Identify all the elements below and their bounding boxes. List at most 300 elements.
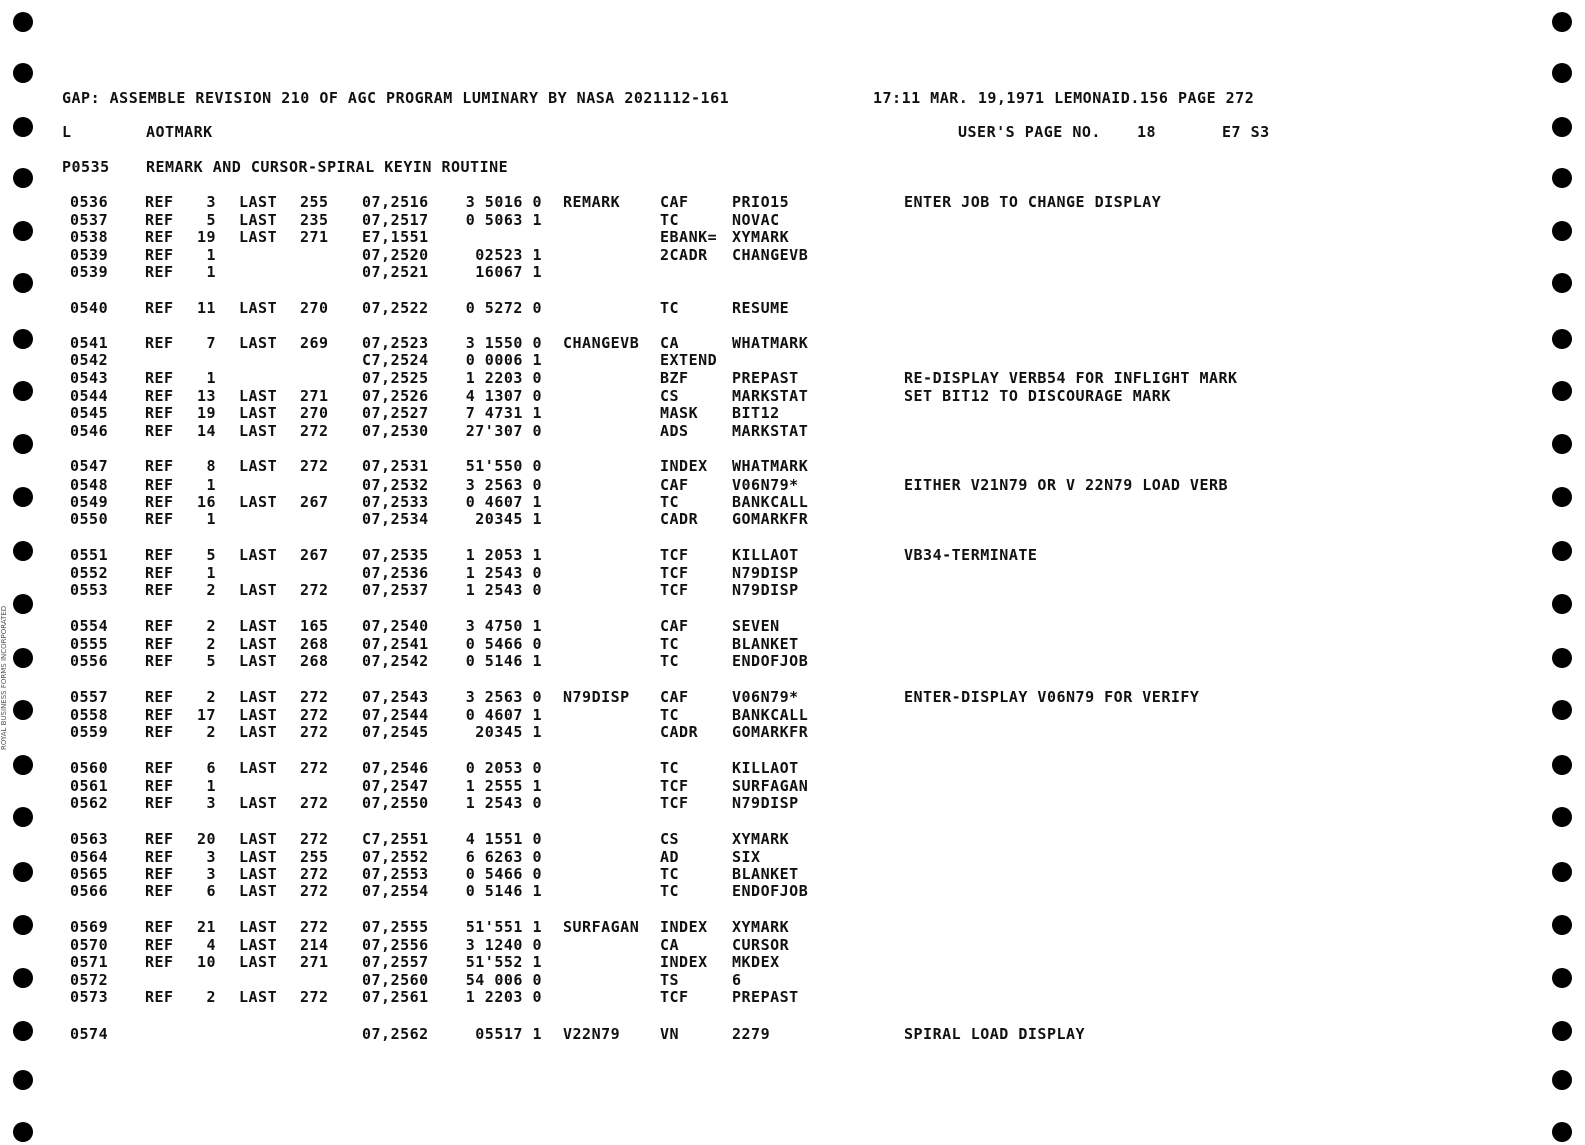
row-addr: 07,2555	[362, 918, 429, 936]
row-addr: 07,2532	[362, 476, 429, 494]
row-refn: 4	[206, 936, 216, 954]
row-op: CS	[660, 387, 680, 405]
row-refn: 8	[206, 457, 216, 475]
row-ref: REF	[145, 387, 174, 405]
feed-hole	[13, 807, 33, 827]
row-addr: 07,2520	[362, 246, 429, 264]
row-line: 0559	[70, 723, 109, 741]
row-refn: 1	[206, 476, 216, 494]
row-ref: REF	[145, 953, 174, 971]
row-line: 0553	[70, 581, 109, 599]
row-ref: REF	[145, 794, 174, 812]
row-ref: REF	[145, 246, 174, 264]
row-val: 05517 1	[475, 1025, 542, 1043]
row-operand: 6	[732, 971, 742, 989]
row-op: EXTEND	[660, 351, 718, 369]
row-op: VN	[660, 1025, 680, 1043]
row-ref: REF	[145, 723, 174, 741]
row-op: EBANK=	[660, 228, 718, 246]
row-operand: ENDOFJOB	[732, 882, 809, 900]
row-val: 1 2203 0	[465, 369, 542, 387]
row-line: 0540	[70, 299, 109, 317]
feed-hole	[1552, 648, 1572, 668]
row-op: TC	[660, 759, 680, 777]
row-line: 0573	[70, 988, 109, 1006]
row-addr: 07,2561	[362, 988, 429, 1006]
row-op: CAF	[660, 193, 689, 211]
row-line: 0560	[70, 759, 109, 777]
row-operand: BLANKET	[732, 635, 799, 653]
row-line: 0565	[70, 865, 109, 883]
feed-hole	[13, 487, 33, 507]
row-refn: 14	[196, 422, 216, 440]
row-val: 0 5146 1	[465, 652, 542, 670]
row-operand: XYMARK	[732, 918, 790, 936]
feed-hole	[13, 12, 33, 32]
feed-hole	[1552, 273, 1572, 293]
form-edge-imprint: ROYAL BUSINESS FORMS INCORPORATED	[0, 605, 8, 750]
row-refn: 2	[206, 581, 216, 599]
feed-hole	[13, 381, 33, 401]
row-ref: REF	[145, 759, 174, 777]
row-comment: SET BIT12 TO DISCOURAGE MARK	[904, 387, 1171, 405]
row-val: 02523 1	[475, 246, 542, 264]
row-refn: 3	[206, 794, 216, 812]
row-ref: REF	[145, 830, 174, 848]
row-addr: 07,2527	[362, 404, 429, 422]
row-ref: REF	[145, 848, 174, 866]
row-operand: N79DISP	[732, 581, 799, 599]
row-refn: 5	[206, 211, 216, 229]
row-ref: REF	[145, 777, 174, 795]
feed-hole	[13, 117, 33, 137]
row-line: 0550	[70, 510, 109, 528]
row-val: 4 1551 0	[465, 830, 542, 848]
feed-hole	[13, 434, 33, 454]
row-val: 0 5466 0	[465, 865, 542, 883]
row-refn: 2	[206, 617, 216, 635]
feed-hole	[1552, 1070, 1572, 1090]
row-operand: PREPAST	[732, 988, 799, 1006]
row-refn: 6	[206, 759, 216, 777]
row-operand: N79DISP	[732, 564, 799, 582]
row-operand: BANKCALL	[732, 493, 809, 511]
row-last: LAST	[239, 988, 278, 1006]
row-last: LAST	[239, 706, 278, 724]
row-addr: 07,2553	[362, 865, 429, 883]
row-op: TCF	[660, 546, 689, 564]
row-val: 3 1550 0	[465, 334, 542, 352]
row-val: 0 5466 0	[465, 635, 542, 653]
row-label: SURFAGAN	[563, 918, 640, 936]
row-line: 0543	[70, 369, 109, 387]
feed-hole	[13, 968, 33, 988]
feed-hole	[1552, 1021, 1572, 1041]
feed-hole	[1552, 594, 1572, 614]
row-operand: PRIO15	[732, 193, 790, 211]
row-ref: REF	[145, 936, 174, 954]
row-val: 16067 1	[475, 263, 542, 281]
row-line: 0571	[70, 953, 109, 971]
row-val: 7 4731 1	[465, 404, 542, 422]
feed-hole	[1552, 807, 1572, 827]
row-line: 0572	[70, 971, 109, 989]
row-line: 0538	[70, 228, 109, 246]
row-line: 0545	[70, 404, 109, 422]
row-op: TC	[660, 706, 680, 724]
row-operand: V06N79*	[732, 688, 799, 706]
row-refn: 5	[206, 546, 216, 564]
feed-hole	[1552, 12, 1572, 32]
row-op: INDEX	[660, 457, 708, 475]
feed-hole	[13, 168, 33, 188]
feed-hole	[13, 915, 33, 935]
row-refn: 5	[206, 652, 216, 670]
row-refn: 16	[196, 493, 216, 511]
feed-hole	[13, 648, 33, 668]
row-op: TC	[660, 882, 680, 900]
row-last: LAST	[239, 688, 278, 706]
row-val: 20345 1	[475, 723, 542, 741]
row-addr: 07,2557	[362, 953, 429, 971]
row-lastn: 214	[300, 936, 329, 954]
feed-hole	[1552, 487, 1572, 507]
feed-hole	[1552, 381, 1572, 401]
row-addr: 07,2550	[362, 794, 429, 812]
row-line: 0563	[70, 830, 109, 848]
row-val: 0 5146 1	[465, 882, 542, 900]
row-last: LAST	[239, 387, 278, 405]
feed-hole	[1552, 541, 1572, 561]
feed-hole	[13, 700, 33, 720]
feed-hole	[13, 1070, 33, 1090]
row-line: 0539	[70, 263, 109, 281]
row-operand: CURSOR	[732, 936, 790, 954]
row-ref: REF	[145, 882, 174, 900]
row-addr: 07,2545	[362, 723, 429, 741]
feed-hole	[13, 63, 33, 83]
row-ref: REF	[145, 865, 174, 883]
row-lastn: 235	[300, 211, 329, 229]
row-operand: NOVAC	[732, 211, 780, 229]
row-addr: 07,2531	[362, 457, 429, 475]
row-operand: GOMARKFR	[732, 510, 809, 528]
row-val: 0 5272 0	[465, 299, 542, 317]
row-lastn: 267	[300, 493, 329, 511]
row-op: TC	[660, 299, 680, 317]
row-ref: REF	[145, 918, 174, 936]
row-refn: 2	[206, 988, 216, 1006]
row-ref: REF	[145, 404, 174, 422]
row-val: 0 0006 1	[465, 351, 542, 369]
row-refn: 11	[196, 299, 216, 317]
row-last: LAST	[239, 581, 278, 599]
row-addr: 07,2541	[362, 635, 429, 653]
row-last: LAST	[239, 635, 278, 653]
row-op: TCF	[660, 564, 689, 582]
row-ref: REF	[145, 564, 174, 582]
row-ref: REF	[145, 617, 174, 635]
row-operand: BANKCALL	[732, 706, 809, 724]
row-ref: REF	[145, 493, 174, 511]
row-refn: 2	[206, 688, 216, 706]
row-last: LAST	[239, 848, 278, 866]
row-addr: 07,2516	[362, 193, 429, 211]
row-operand: GOMARKFR	[732, 723, 809, 741]
row-op: TC	[660, 865, 680, 883]
row-last: LAST	[239, 546, 278, 564]
feed-hole	[1552, 1122, 1572, 1142]
row-operand: MARKSTAT	[732, 387, 809, 405]
row-refn: 3	[206, 865, 216, 883]
row-refn: 6	[206, 882, 216, 900]
row-addr: 07,2537	[362, 581, 429, 599]
row-label: V22N79	[563, 1025, 621, 1043]
row-refn: 2	[206, 723, 216, 741]
row-val: 0 4607 1	[465, 706, 542, 724]
feed-hole	[1552, 117, 1572, 137]
row-refn: 10	[196, 953, 216, 971]
row-last: LAST	[239, 334, 278, 352]
row-addr: 07,2525	[362, 369, 429, 387]
user-page-number: 18	[1137, 123, 1157, 141]
row-ref: REF	[145, 457, 174, 475]
row-op: BZF	[660, 369, 689, 387]
row-val: 0 4607 1	[465, 493, 542, 511]
row-op: TCF	[660, 988, 689, 1006]
row-addr: 07,2522	[362, 299, 429, 317]
row-refn: 1	[206, 777, 216, 795]
row-label: N79DISP	[563, 688, 630, 706]
row-lastn: 270	[300, 299, 329, 317]
row-addr: 07,2535	[362, 546, 429, 564]
feed-hole	[1552, 915, 1572, 935]
row-line: 0549	[70, 493, 109, 511]
feed-hole	[13, 221, 33, 241]
row-addr: 07,2534	[362, 510, 429, 528]
row-operand: SIX	[732, 848, 761, 866]
row-val: 1 2543 0	[465, 794, 542, 812]
row-comment: ENTER JOB TO CHANGE DISPLAY	[904, 193, 1162, 211]
row-val: 3 5016 0	[465, 193, 542, 211]
row-operand: BLANKET	[732, 865, 799, 883]
feed-hole	[13, 1122, 33, 1142]
row-val: 0 2053 0	[465, 759, 542, 777]
row-val: 1 2053 1	[465, 546, 542, 564]
row-operand: N79DISP	[732, 794, 799, 812]
row-line: 0541	[70, 334, 109, 352]
row-addr: C7,2524	[362, 351, 429, 369]
row-line: 0555	[70, 635, 109, 653]
feed-hole	[13, 273, 33, 293]
feed-hole	[1552, 434, 1572, 454]
row-ref: REF	[145, 988, 174, 1006]
row-lastn: 272	[300, 723, 329, 741]
row-op: 2CADR	[660, 246, 708, 264]
row-op: CA	[660, 334, 680, 352]
row-last: LAST	[239, 918, 278, 936]
row-last: LAST	[239, 865, 278, 883]
row-lastn: 272	[300, 759, 329, 777]
row-lastn: 272	[300, 581, 329, 599]
row-last: LAST	[239, 457, 278, 475]
row-addr: 07,2556	[362, 936, 429, 954]
feed-hole	[1552, 221, 1572, 241]
row-op: CAF	[660, 476, 689, 494]
row-op: TCF	[660, 581, 689, 599]
row-line: 0561	[70, 777, 109, 795]
row-last: LAST	[239, 882, 278, 900]
row-val: 1 2555 1	[465, 777, 542, 795]
row-lastn: 267	[300, 546, 329, 564]
row-line: 0556	[70, 652, 109, 670]
row-lastn: 270	[300, 404, 329, 422]
row-ref: REF	[145, 688, 174, 706]
row-ref: REF	[145, 193, 174, 211]
row-line: 0542	[70, 351, 109, 369]
section-title: REMARK AND CURSOR-SPIRAL KEYIN ROUTINE	[146, 158, 509, 176]
row-line: 0554	[70, 617, 109, 635]
feed-hole	[1552, 755, 1572, 775]
row-label: CHANGEVB	[563, 334, 640, 352]
feed-hole	[13, 594, 33, 614]
row-last: LAST	[239, 723, 278, 741]
row-ref: REF	[145, 369, 174, 387]
row-lastn: 255	[300, 193, 329, 211]
row-op: ADS	[660, 422, 689, 440]
row-ref: REF	[145, 546, 174, 564]
row-ref: REF	[145, 476, 174, 494]
row-label: REMARK	[563, 193, 621, 211]
row-refn: 19	[196, 404, 216, 422]
row-line: 0570	[70, 936, 109, 954]
row-refn: 1	[206, 246, 216, 264]
row-operand: XYMARK	[732, 830, 790, 848]
row-refn: 3	[206, 848, 216, 866]
row-lastn: 272	[300, 706, 329, 724]
feed-hole	[13, 1021, 33, 1041]
row-addr: C7,2551	[362, 830, 429, 848]
row-val: 51'550 0	[465, 457, 542, 475]
row-addr: 07,2554	[362, 882, 429, 900]
row-refn: 1	[206, 510, 216, 528]
feed-hole	[1552, 968, 1572, 988]
row-addr: 07,2552	[362, 848, 429, 866]
feed-hole	[13, 755, 33, 775]
log-section-name: AOTMARK	[146, 123, 213, 141]
row-line: 0536	[70, 193, 109, 211]
row-val: 1 2203 0	[465, 988, 542, 1006]
row-comment: ENTER-DISPLAY V06N79 FOR VERIFY	[904, 688, 1200, 706]
row-val: 54 006 0	[465, 971, 542, 989]
row-line: 0558	[70, 706, 109, 724]
row-operand: WHATMARK	[732, 457, 809, 475]
row-op: INDEX	[660, 918, 708, 936]
row-op: CADR	[660, 723, 699, 741]
row-lastn: 272	[300, 988, 329, 1006]
row-val: 51'551 1	[465, 918, 542, 936]
right-tractor-feed	[1547, 0, 1577, 1145]
row-op: TC	[660, 652, 680, 670]
row-refn: 20	[196, 830, 216, 848]
row-operand: BIT12	[732, 404, 780, 422]
row-val: 3 2563 0	[465, 688, 542, 706]
row-last: LAST	[239, 794, 278, 812]
row-addr: 07,2540	[362, 617, 429, 635]
row-last: LAST	[239, 617, 278, 635]
row-op: CADR	[660, 510, 699, 528]
row-lastn: 269	[300, 334, 329, 352]
row-addr: 07,2536	[362, 564, 429, 582]
row-op: TC	[660, 635, 680, 653]
row-line: 0574	[70, 1025, 109, 1043]
row-operand: KILLAOT	[732, 546, 799, 564]
row-line: 0548	[70, 476, 109, 494]
row-op: MASK	[660, 404, 699, 422]
row-last: LAST	[239, 759, 278, 777]
row-addr: 07,2560	[362, 971, 429, 989]
row-line: 0557	[70, 688, 109, 706]
row-lastn: 272	[300, 688, 329, 706]
user-page-label: USER'S PAGE NO.	[958, 123, 1101, 141]
row-op: CAF	[660, 617, 689, 635]
row-line: 0562	[70, 794, 109, 812]
row-refn: 13	[196, 387, 216, 405]
row-operand: SEVEN	[732, 617, 780, 635]
row-line: 0544	[70, 387, 109, 405]
row-refn: 1	[206, 369, 216, 387]
row-addr: 07,2542	[362, 652, 429, 670]
row-last: LAST	[239, 830, 278, 848]
row-comment: RE-DISPLAY VERB54 FOR INFLIGHT MARK	[904, 369, 1238, 387]
row-lastn: 272	[300, 918, 329, 936]
row-operand: ENDOFJOB	[732, 652, 809, 670]
row-op: TC	[660, 211, 680, 229]
feed-hole	[1552, 700, 1572, 720]
row-lastn: 272	[300, 422, 329, 440]
row-refn: 1	[206, 263, 216, 281]
row-val: 1 2543 0	[465, 564, 542, 582]
feed-hole	[1552, 63, 1572, 83]
row-ref: REF	[145, 635, 174, 653]
row-addr: 07,2543	[362, 688, 429, 706]
row-operand: 2279	[732, 1025, 771, 1043]
row-op: CAF	[660, 688, 689, 706]
row-last: LAST	[239, 404, 278, 422]
row-lastn: 165	[300, 617, 329, 635]
row-op: AD	[660, 848, 680, 866]
row-val: 3 1240 0	[465, 936, 542, 954]
row-addr: 07,2544	[362, 706, 429, 724]
feed-hole	[13, 862, 33, 882]
row-ref: REF	[145, 581, 174, 599]
row-op: CS	[660, 830, 680, 848]
row-refn: 2	[206, 635, 216, 653]
row-addr: 07,2533	[362, 493, 429, 511]
row-op: TS	[660, 971, 680, 989]
row-addr: 07,2546	[362, 759, 429, 777]
row-last: LAST	[239, 953, 278, 971]
row-comment: SPIRAL LOAD DISPLAY	[904, 1025, 1086, 1043]
row-last: LAST	[239, 211, 278, 229]
row-operand: RESUME	[732, 299, 790, 317]
header-timestamp: 17:11 MAR. 19,1971 LEMONAID.156 PAGE 272	[873, 89, 1255, 107]
row-refn: 21	[196, 918, 216, 936]
row-lastn: 255	[300, 848, 329, 866]
row-ref: REF	[145, 299, 174, 317]
row-line: 0547	[70, 457, 109, 475]
row-line: 0546	[70, 422, 109, 440]
